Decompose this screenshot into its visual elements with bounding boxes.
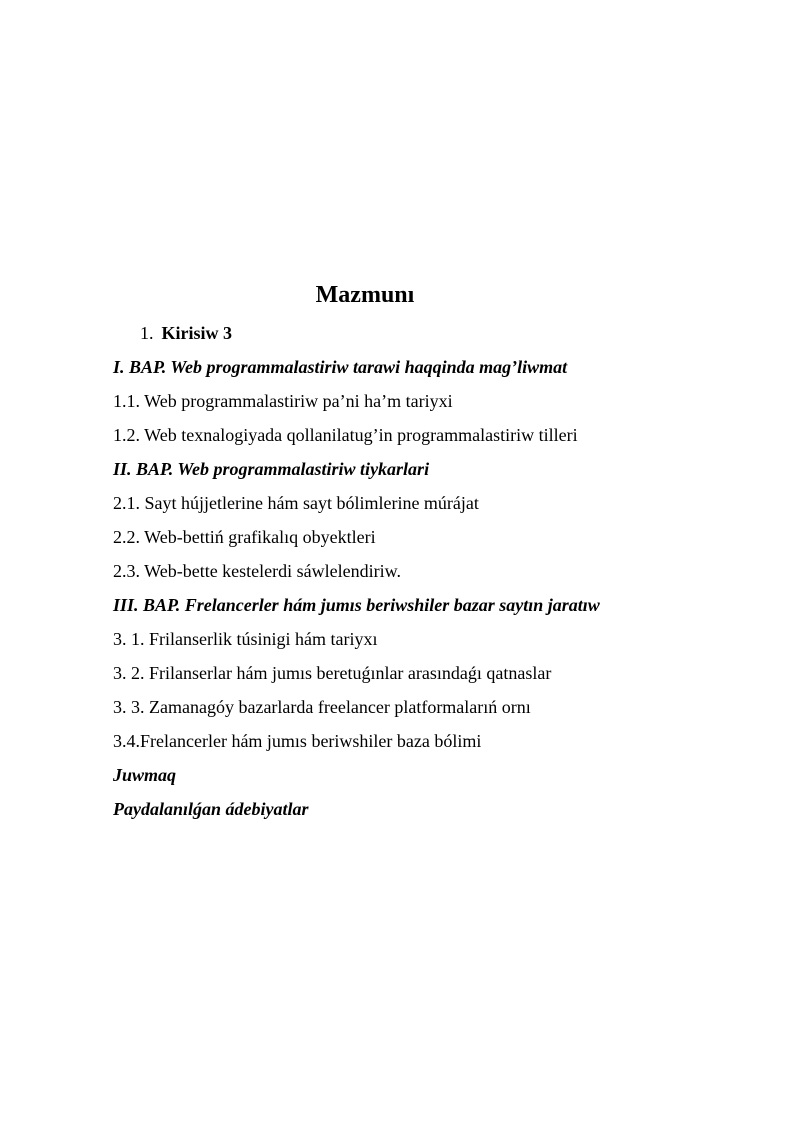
toc-chapter-3: III. BAP. Frelancerler hám jumıs beriwshiler bazar saytın jaratıw — [113, 595, 600, 615]
toc-section-1-1: 1.1. Web programmalastiriw pa’ni ha’m tariyxi — [113, 391, 453, 411]
toc-section-3-1: 3. 1. Frilanserlik túsinigi hám tariyxı — [113, 629, 378, 649]
toc-section-3-3: 3. 3. Zamanagóy bazarlarda freelancer platformalarıń ornı — [113, 697, 531, 717]
toc-references: Paydalanılǵan ádebiyatlar — [113, 799, 309, 819]
page-title: Mazmunı — [315, 282, 415, 308]
toc-conclusion: Juwmaq — [113, 765, 177, 785]
toc-section-3-4: 3.4.Frelancerler hám jumıs beriwshiler baza bólimi — [113, 731, 482, 751]
toc-section-2-1: 2.1. Sayt hújjetlerine hám sayt bólimlerine múrájat — [113, 493, 479, 513]
toc-entry-number: 1. — [140, 323, 154, 343]
toc-chapter-2: II. BAP. Web programmalastiriw tiykarlari — [113, 459, 430, 479]
toc-chapter-1: I. BAP. Web programmalastiriw tarawi haqqinda mag’liwmat — [113, 357, 568, 377]
toc-entry-label: Kirisiw 3 — [161, 323, 232, 343]
toc-entry-intro — [140, 322, 232, 344]
toc-section-3-2: 3. 2. Frilanserlar hám jumıs beretuǵınlar arasındaǵı qatnaslar — [113, 663, 552, 683]
toc-section-2-2: 2.2. Web-bettiń grafikalıq obyektleri — [113, 527, 376, 547]
toc-section-1-2: 1.2. Web texnalogiyada qollanilatug’in programmalastiriw tilleri — [113, 425, 578, 445]
toc-section-2-3: 2.3. Web-bette kestelerdi sáwlelendiriw. — [113, 561, 401, 581]
